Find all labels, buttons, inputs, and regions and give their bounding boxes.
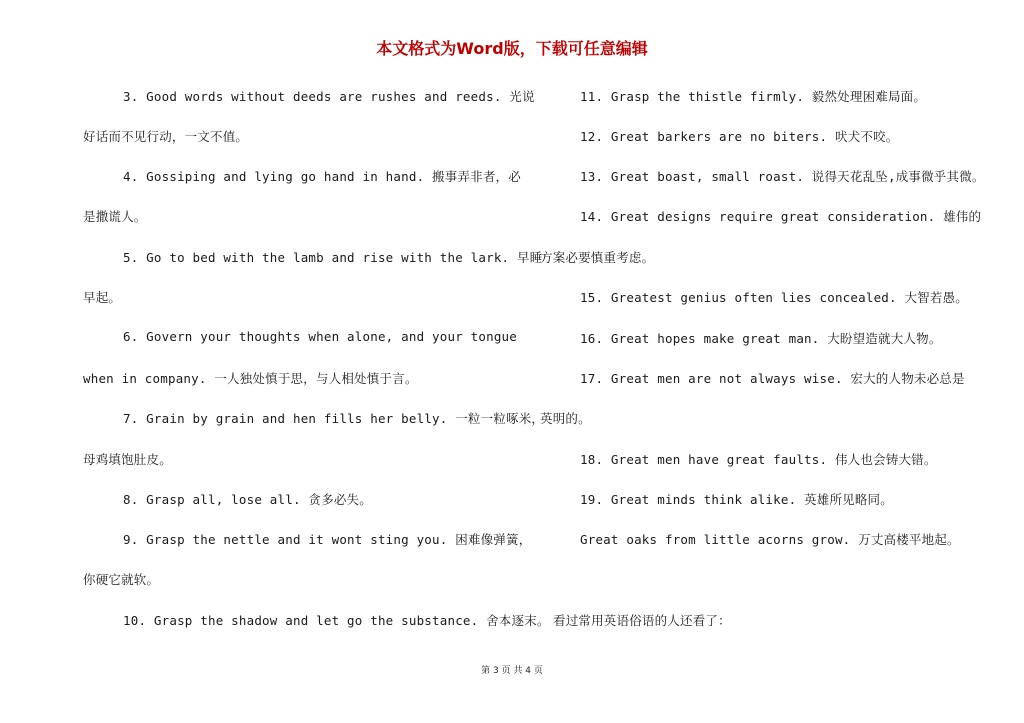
right-line-10: 18. Great men have great faults. 伟人也会铸大错。 — [580, 452, 937, 467]
left-line-3: 4. Gossiping and lying go hand in hand. 搬事弄非者，必 — [123, 169, 521, 184]
left-line-7: 6. Govern your thoughts when alone, and your tongue — [123, 329, 518, 344]
page-number: 第 3 页 共 4 页 — [481, 666, 543, 676]
right-line-9: 英明的。 — [540, 411, 591, 426]
right-line-7: 16. Great hopes make great man. 大盼望造就大人物。 — [580, 331, 942, 346]
right-line-1: 11. Grasp the thistle firmly. 毅然处理困难局面。 — [580, 89, 927, 104]
left-line-2: 好话而不见行动，一文不值。 — [83, 129, 249, 144]
left-line-13: 你硬它就软。 — [83, 572, 160, 587]
right-line-3: 13. Great boast, small roast. 说得天花乱坠,成事微乎其微。 — [580, 169, 985, 184]
document-banner: 本文格式为Word版，下载可任意编辑 — [376, 39, 648, 58]
left-line-10: 母鸡填饱肚皮。 — [83, 452, 172, 467]
left-line-12: 9. Grasp the nettle and it wont sting you. 困难像弹簧， — [123, 532, 532, 547]
left-line-1: 3. Good words without deeds are rushes and reeds. 光说 — [123, 89, 535, 104]
right-line-4: 14. Great designs require great consideration. 雄伟的 — [580, 209, 982, 224]
right-line-8: 17. Great men are not always wise. 宏大的人物未必总是 — [580, 371, 965, 386]
right-line-6: 15. Greatest genius often lies concealed. 大智若愚。 — [580, 290, 968, 305]
right-line-5: 方案必要慎重考虑。 — [540, 250, 655, 265]
left-line-5: 5. Go to bed with the lamb and rise with the lark. 早睡 — [123, 250, 543, 265]
left-line-9: 7. Grain by grain and hen fills her belly. 一粒一粒啄米， — [123, 411, 545, 426]
right-line-2: 12. Great barkers are no biters. 吠犬不咬。 — [580, 129, 899, 144]
right-line-11: 19. Great minds think alike. 英雄所见略同。 — [580, 492, 893, 507]
left-line-11: 8. Grasp all, lose all. 贪多必失。 — [123, 492, 372, 507]
right-line-12: Great oaks from little acorns grow. 万丈高楼平地起。 — [580, 532, 960, 547]
left-line-14: 10. Grasp the shadow and let go the substance. 舍本逐末。 — [123, 613, 550, 628]
left-line-4: 是撒谎人。 — [83, 209, 147, 224]
left-line-6: 早起。 — [83, 290, 122, 305]
left-line-8: when in company. 一人独处慎于思，与人相处慎于言。 — [83, 371, 418, 386]
right-line-13: 看过常用英语俗语的人还看了： — [553, 613, 731, 628]
